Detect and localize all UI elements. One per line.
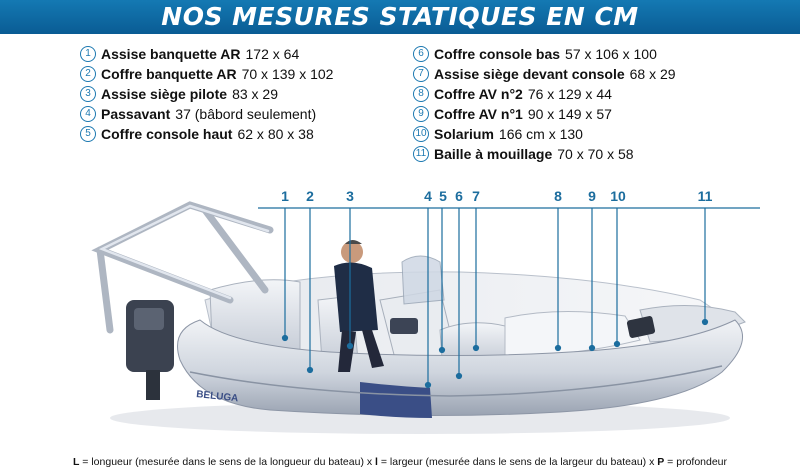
measurement-value: 70 x 139 x 102 <box>241 66 334 82</box>
measurement-value: 90 x 149 x 57 <box>527 106 612 122</box>
measurement-label: Assise banquette AR <box>101 46 241 62</box>
callout-4: 4 <box>424 188 432 204</box>
footer-legend <box>0 456 800 468</box>
measurement-value: 172 x 64 <box>245 46 300 62</box>
callout-5: 5 <box>439 188 447 204</box>
footer-length-text: = longueur (mesurée dans le sens de la longueur du bateau) x <box>79 456 376 468</box>
number-badge: 10 <box>413 126 429 142</box>
callout-10: 10 <box>610 188 626 204</box>
boat-name: BELUGA <box>195 389 239 405</box>
measurement-value: 76 x 129 x 44 <box>527 86 612 102</box>
number-badge: 11 <box>413 146 429 162</box>
page-title: NOS MESURES STATIQUES EN CM <box>161 2 639 31</box>
footer-l: l <box>375 456 378 468</box>
measurement-label: Coffre AV n°2 <box>434 86 523 102</box>
number-badge: 2 <box>80 66 96 82</box>
measurement-value: 37 (bâbord seulement) <box>175 106 317 122</box>
footer-width-text: = largeur (mesurée dans le sens de la largeur du bateau) x <box>377 456 658 468</box>
callout-2: 2 <box>306 188 314 204</box>
measurement-value: 83 x 29 <box>232 86 278 102</box>
callout-1: 1 <box>281 188 289 204</box>
callout-3: 3 <box>346 188 354 204</box>
number-badge: 3 <box>80 86 96 102</box>
callout-7: 7 <box>472 188 480 204</box>
measurement-value: 68 x 29 <box>629 66 676 82</box>
measurement-label: Coffre banquette AR <box>101 66 237 82</box>
outboard-motor <box>126 300 174 400</box>
number-badge: 7 <box>413 66 429 82</box>
measurement-label: Coffre AV n°1 <box>434 106 523 122</box>
measurement-label: Baille à mouillage <box>434 146 553 162</box>
measurement-label: Coffre console haut <box>101 126 233 142</box>
measurement-label: Assise siège devant console <box>434 66 625 82</box>
measurement-label: Assise siège pilote <box>101 86 228 102</box>
footer-depth-text: = profondeur <box>664 456 728 468</box>
callout-8: 8 <box>554 188 562 204</box>
measurement-label: Passavant <box>101 106 171 122</box>
measurement-value: 62 x 80 x 38 <box>237 126 314 142</box>
footer-P: P <box>657 456 665 468</box>
measurement-value: 57 x 106 x 100 <box>565 46 657 62</box>
number-badge: 5 <box>80 126 96 142</box>
number-badge: 9 <box>413 106 429 122</box>
callout-6: 6 <box>455 188 463 204</box>
measurement-value: 70 x 70 x 58 <box>557 146 634 162</box>
number-badge: 1 <box>80 46 96 62</box>
number-badge: 8 <box>413 86 429 102</box>
front-console-seat <box>440 323 505 360</box>
number-badge: 6 <box>413 46 429 62</box>
measurement-label: Coffre console bas <box>434 46 561 62</box>
measurement-value: 166 cm x 130 <box>498 126 583 142</box>
number-badge: 4 <box>80 106 96 122</box>
footer-L: L <box>72 456 80 468</box>
callout-11: 11 <box>697 188 713 204</box>
callout-9: 9 <box>588 188 596 204</box>
measurement-label: Solarium <box>434 126 494 142</box>
